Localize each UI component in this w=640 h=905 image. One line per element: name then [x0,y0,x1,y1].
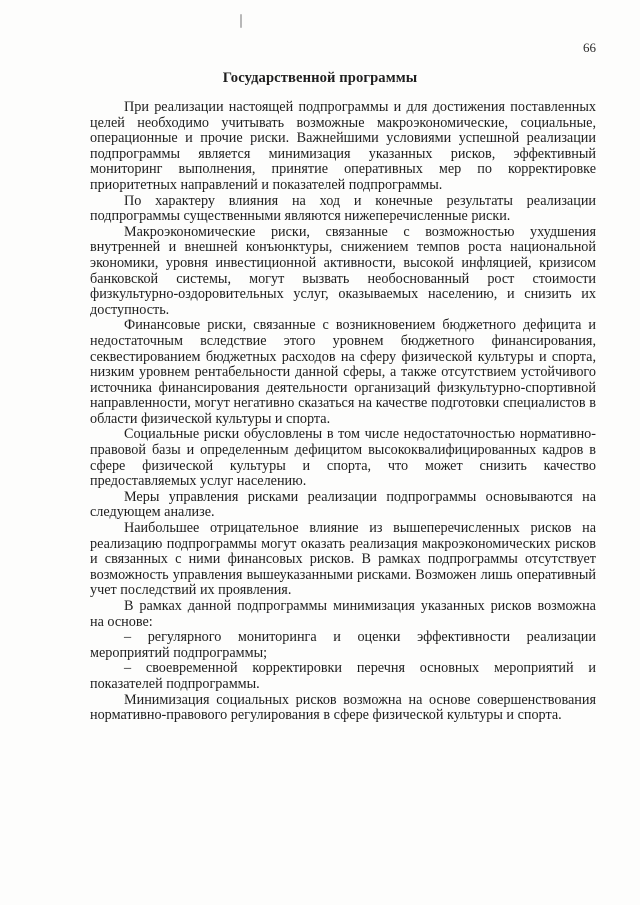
paragraph-social-risk-minimization: Минимизация социальных рисков возможна на основе совершенствования нормативно-правового регулирования в сфере физической культуры и спорта. [90,691,596,724]
paragraph-risk-management: Меры управления рисками реализации подпрограммы основываются на следующем анализе. [90,488,596,521]
section-heading: Государственной программы [222,70,418,86]
paragraph-macroeconomic-risks: Макроэкономические риски, связанные с возможностью ухудшения внутренней и внешней конъюнктуры, снижением темпов роста национальной экономики, уровня инвестиционной активности, высокой инфляцией, кризисом банковской системы, могут вызвать необоснованный рост стоимости физкультурно-оздоровительных услуг, оказываемых населению, и снизить их доступность. [90,223,596,318]
paragraph-risk-significance: По характеру влияния на ход и конечные результаты реализации подпрограммы существенными являются нижеперечисленные риски. [90,192,596,225]
list-item-adjustment: – своевременной корректировки перечня основных мероприятий и показателей подпрограммы. [90,660,596,692]
paragraph-greatest-impact: Наибольшее отрицательное влияние из вышеперечисленных рисков на реализацию подпрограммы могут оказать реализация макроэкономических рисков и связанных с ними финансовых рисков. В рамках подпрограммы отсутствует возможность управления вышеуказанными рисками. Возможен лишь оперативный учет последствий их проявления. [90,520,596,599]
paragraph-risks-intro: При реализации настоящей подпрограммы и для достижения поставленных целей необходимо учитывать возможные макроэкономические, социальные, операционные и прочие риски. Важнейшими условиями успешной реализации подпрограммы является минимизация указанных рисков, эффективный мониторинг выполнения, принятие оперативных мер по корректировке приоритетных направлений и показателей подпрограммы. [90,99,596,193]
paragraph-minimization-basis: В рамках данной подпрограммы минимизация указанных рисков возможна на основе: [90,598,596,630]
paragraph-social-risks: Социальные риски обусловлены в том числе недостаточностью нормативно-правовой базы и определенным дефицитом высококвалифицированных кадров в сфере физической культуры и спорта, что может снизить качество предоставляемых услуг населению. [90,426,596,490]
list-item-monitoring: – регулярного мониторинга и оценки эффективности реализации мероприятий подпрограммы; [90,629,596,661]
paragraph-financial-risks: Финансовые риски, связанные с возникновением бюджетного дефицита и недостаточным вследствие этого уровнем бюджетного финансирования, секвестированием бюджетных расходов на сферу физической культуры и спорта, низким уровнем рентабельности данной сферы, а также отсутствием устойчивого источника финансирования деятельности организаций физкультурно-спортивной направленности, могут негативно сказаться на качестве подготовки специалистов в области физической культуры и спорта. [90,317,596,427]
scan-mark [240,14,242,28]
body-text [90,100,596,724]
page-number: 66 [583,40,596,55]
